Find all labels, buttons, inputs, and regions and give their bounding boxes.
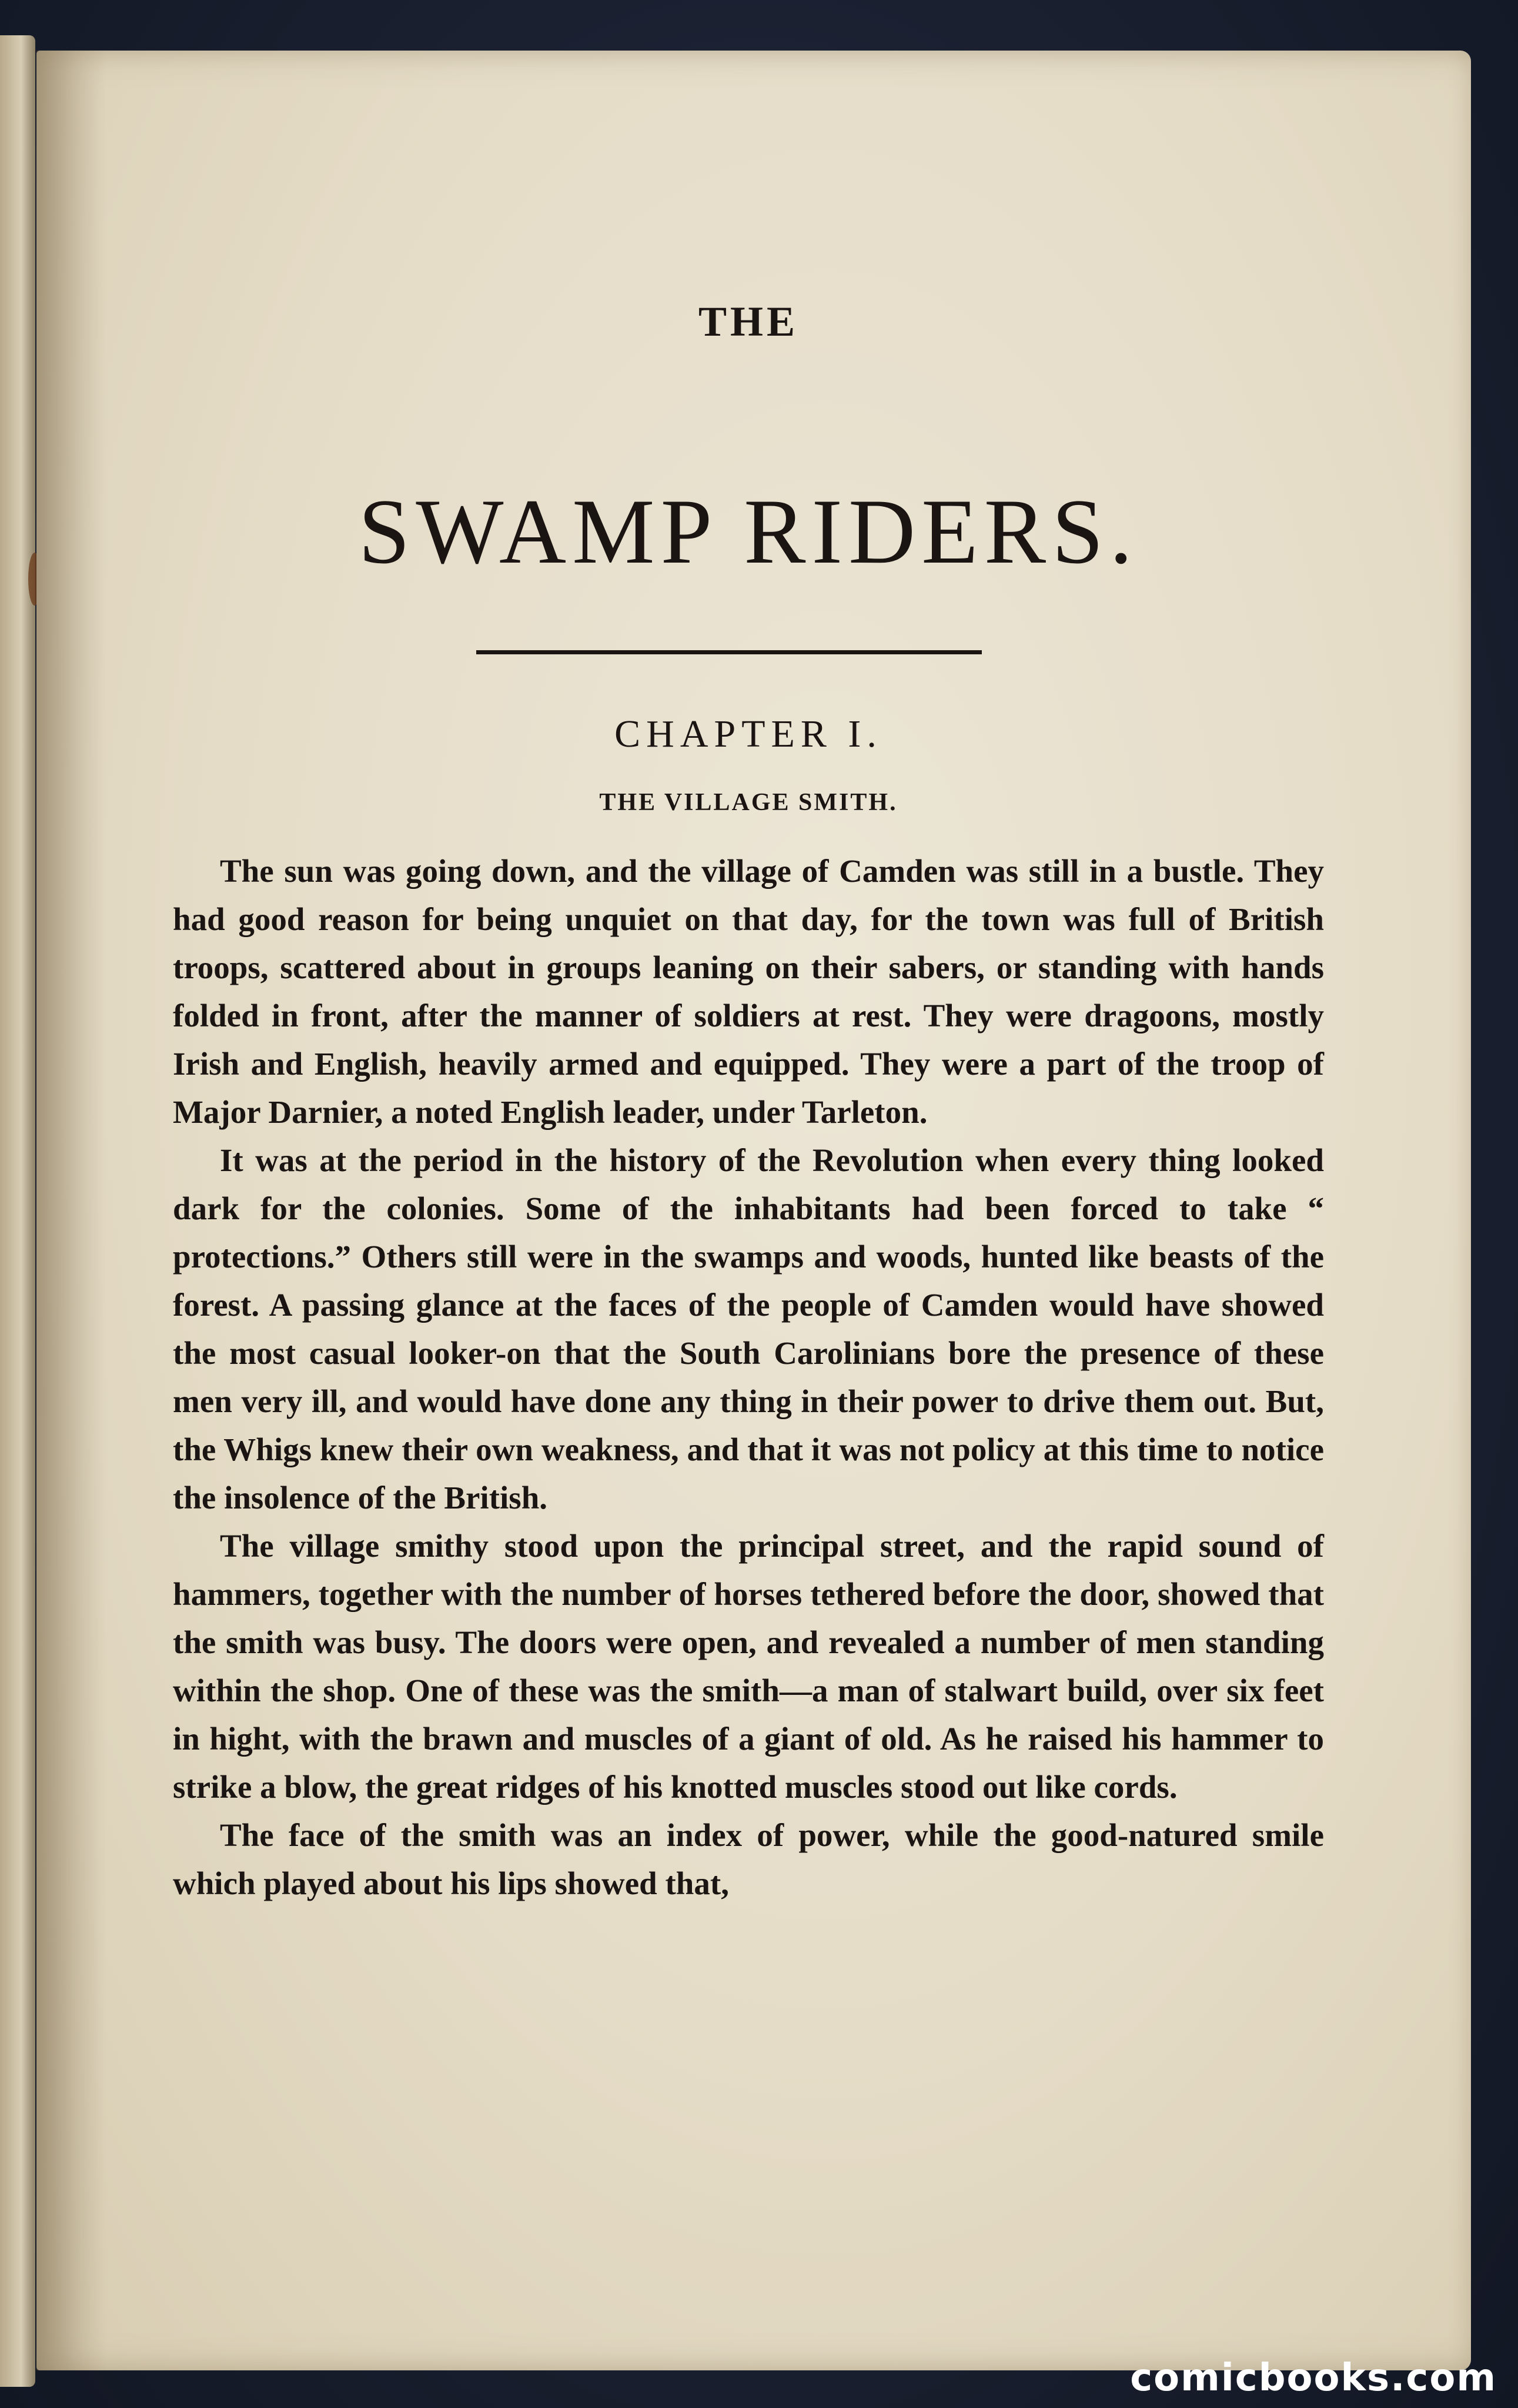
paragraph: The face of the smith was an index of power, while the good-natured smile which played about his lips showed that, bbox=[173, 1817, 1324, 1901]
book-page bbox=[36, 51, 1471, 2370]
book-title: SWAMP RIDERS. bbox=[358, 480, 1139, 583]
gutter-shadow bbox=[36, 51, 107, 2370]
previous-page-edge bbox=[0, 35, 35, 2387]
paragraph: The village smithy stood upon the principal street, and the rapid sound of hammers, together with the number of horses tethered before the door, showed that the smith was busy. The doors were open, and revealed a number of men standing within the shop. One of these was the smith—a man of stalwart build, over six feet in hight, with the brawn and muscles of a giant of old. As he raised his hammer to strike a blow, the great ridges of his knotted muscles stood out like cords. bbox=[173, 1528, 1324, 1805]
paragraph: It was at the period in the history of the Revolution when every thing looked dark for the colonies. Some of the inhabitants had been forced to take “ protections.” Others still were in the swamps and woods, hunted like beasts of the forest. A passing glance at the faces of the people of Camden would have showed the most casual looker-on that the South Carolinians bore the presence of these men very ill, and would have done any thing in their power to drive them out. But, the Whigs knew their own weakness, and that it was not policy at this time to notice the insolence of the British. bbox=[173, 1142, 1324, 1516]
title-article: THE bbox=[698, 298, 799, 345]
chapter-subtitle: THE VILLAGE SMITH. bbox=[599, 789, 898, 816]
paragraph: The sun was going down, and the village of Camden was still in a bustle. They had good reason for being unquiet on that day, for the town was full of British troops, scattered about in groups leaning on their sabers, or standing with hands folded in front, after the manner of soldiers at rest. They were dragoons, mostly Irish and English, heavily armed and equipped. They were a part of the troop of Major Darnier, a noted English leader, under Tarleton. bbox=[173, 853, 1324, 1130]
site-watermark: comicbooks.com bbox=[1130, 2356, 1497, 2400]
chapter-heading: CHAPTER I. bbox=[614, 713, 882, 755]
chapter-body bbox=[173, 847, 1324, 1908]
title-rule bbox=[476, 650, 982, 654]
